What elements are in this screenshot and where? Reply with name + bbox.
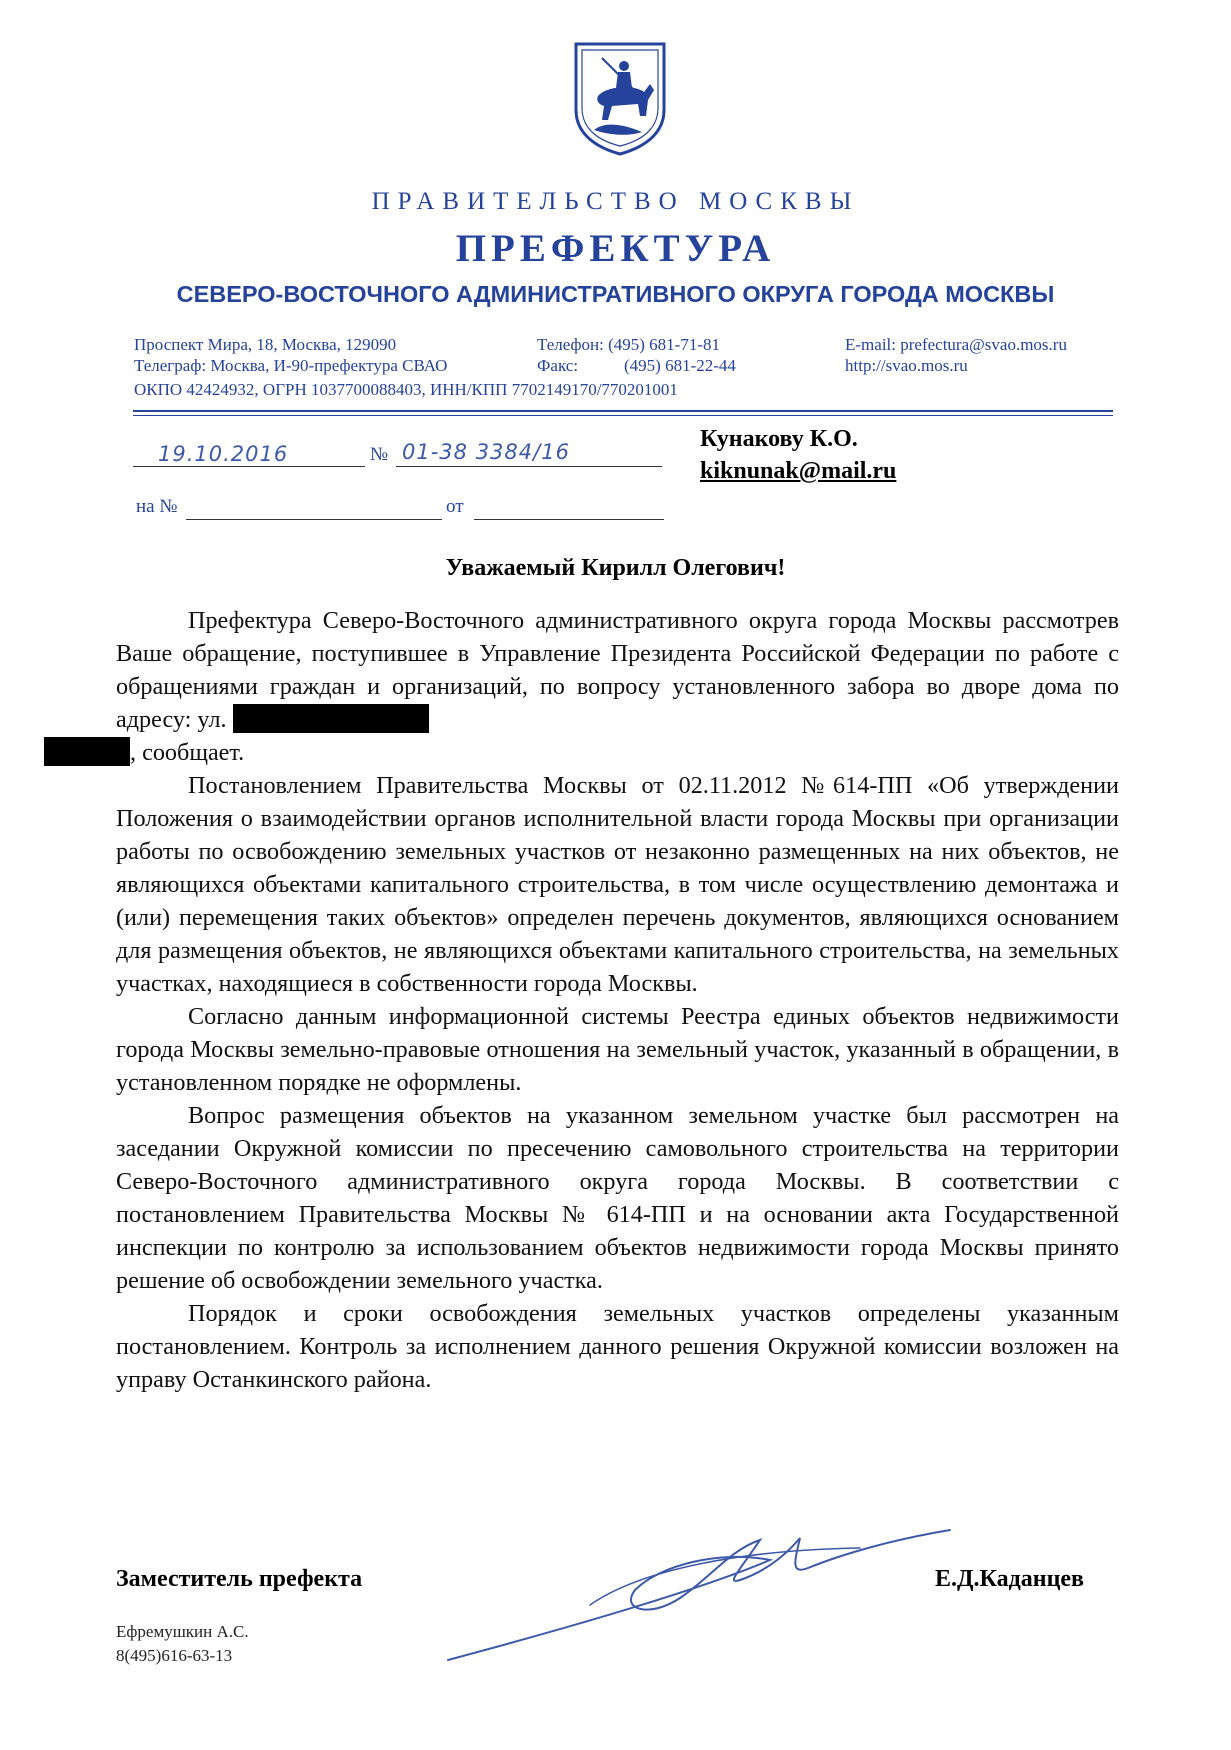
- registry-codes: ОКПО 42424932, ОГРН 1037700088403, ИНН/КПП 7702149170/770201001: [134, 380, 678, 399]
- okrug-title: СЕВЕРО-ВОСТОЧНОГО АДМИНИСТРАТИВНОГО ОКРУГА ГОРОДА МОСКВЫ: [176, 281, 1055, 307]
- paragraph-1-text: Префектура Северо-Восточного административного округа города Москвы рассмотрев Ваше обращение, поступившее в Управление Президента Российской Федерации по работе с обращениями граждан и организаций, по вопросу установленного забора во дворе дома по адресу: ул.: [116, 607, 1119, 733]
- number-label: №: [370, 444, 389, 465]
- outgoing-date: 19.10.2016: [158, 442, 289, 466]
- executor-phone: 8(495)616-63-13: [116, 1646, 233, 1665]
- letter-body: [116, 604, 1119, 1396]
- signer-title: Заместитель префекта: [116, 1566, 363, 1592]
- redacted-address-house: [44, 737, 130, 766]
- paragraph-2: Постановлением Правительства Москвы от 02.11.2012 №614-ПП «Об утверждении Положения о взаимодействии органов исполнительной власти города Москвы при организации работы по освобождению земельных участков от незаконно размещенных на них объектов, не являющихся объектами капитального строительства, в том числе осуществлению демонтажа и (или) перемещения таких объектов» определен перечень документов, являющихся основанием для размещения объектов, не являющихся объектами капитального строительства, на земельных участках, находящиеся в собственности города Москвы.: [116, 772, 1119, 997]
- reply-number-line: [186, 519, 442, 520]
- website: http://svao.mos.ru: [845, 356, 968, 375]
- executor-name: Ефремушкин А.С.: [116, 1622, 249, 1641]
- addressee-email: kiknunak@mail.ru: [700, 458, 897, 484]
- email: E-mail: prefectura@svao.mos.ru: [845, 335, 1067, 354]
- moscow-coat-of-arms-icon: [572, 40, 668, 158]
- phone: Телефон: (495) 681-71-81: [537, 335, 720, 354]
- address: Проспект Мира, 18, Москва, 129090: [134, 335, 397, 354]
- addressee-name: Кунакову К.О.: [700, 426, 858, 452]
- government-title: ПРАВИТЕЛЬСТВО МОСКВЫ: [371, 188, 860, 215]
- signer-name: Е.Д.Каданцев: [935, 1566, 1085, 1592]
- handwritten-signature-icon: [440, 1510, 960, 1680]
- prefecture-title: ПРЕФЕКТУРА: [455, 227, 776, 270]
- header-rule: [133, 410, 1113, 412]
- paragraph-5: Порядок и сроки освобождения земельных участков определены указанным постановлением. Контроль за исполнением данного решения Окружной комиссии возложен на управу Останкинского района.: [116, 1300, 1119, 1393]
- date-line: [133, 466, 365, 467]
- reply-to-label: на №: [136, 496, 178, 517]
- reply-date-line: [474, 519, 664, 520]
- paragraph-1-end: , сообщает.: [130, 739, 245, 766]
- outgoing-number: 01-38 3384/16: [402, 440, 570, 464]
- paragraph-3: Согласно данным информационной системы Реестра единых объектов недвижимости города Москвы земельно-правовые отношения на земельный участок, указанный в обращении, в установленном порядке не оформлены.: [116, 1003, 1119, 1096]
- number-line: [396, 466, 662, 467]
- from-label: от: [446, 496, 464, 517]
- header-rule-thin: [133, 415, 1113, 416]
- salutation: Уважаемый Кирилл Олегович!: [445, 555, 786, 581]
- paragraph-1: [116, 604, 1119, 769]
- fax: (495) 681-22-44: [624, 356, 736, 375]
- paragraph-4: Вопрос размещения объектов на указанном земельном участке был рассмотрен на заседании Окружной комиссии по пресечению самовольного строительства на территории Северо-Восточного административного округа города Москвы. В соответствии с постановлением Правительства Москвы № 614-ПП и на основании акта Государственной инспекции по контролю за использованием объектов недвижимости города Москвы принято решение об освобождении земельного участка.: [116, 1102, 1119, 1294]
- telegraph: Телеграф: Москва, И-90-префектура СВАО: [134, 356, 448, 375]
- redacted-address-street: [233, 704, 429, 733]
- fax-label: Факс:: [537, 356, 579, 375]
- executor: [116, 1620, 249, 1668]
- addressee: [700, 423, 896, 487]
